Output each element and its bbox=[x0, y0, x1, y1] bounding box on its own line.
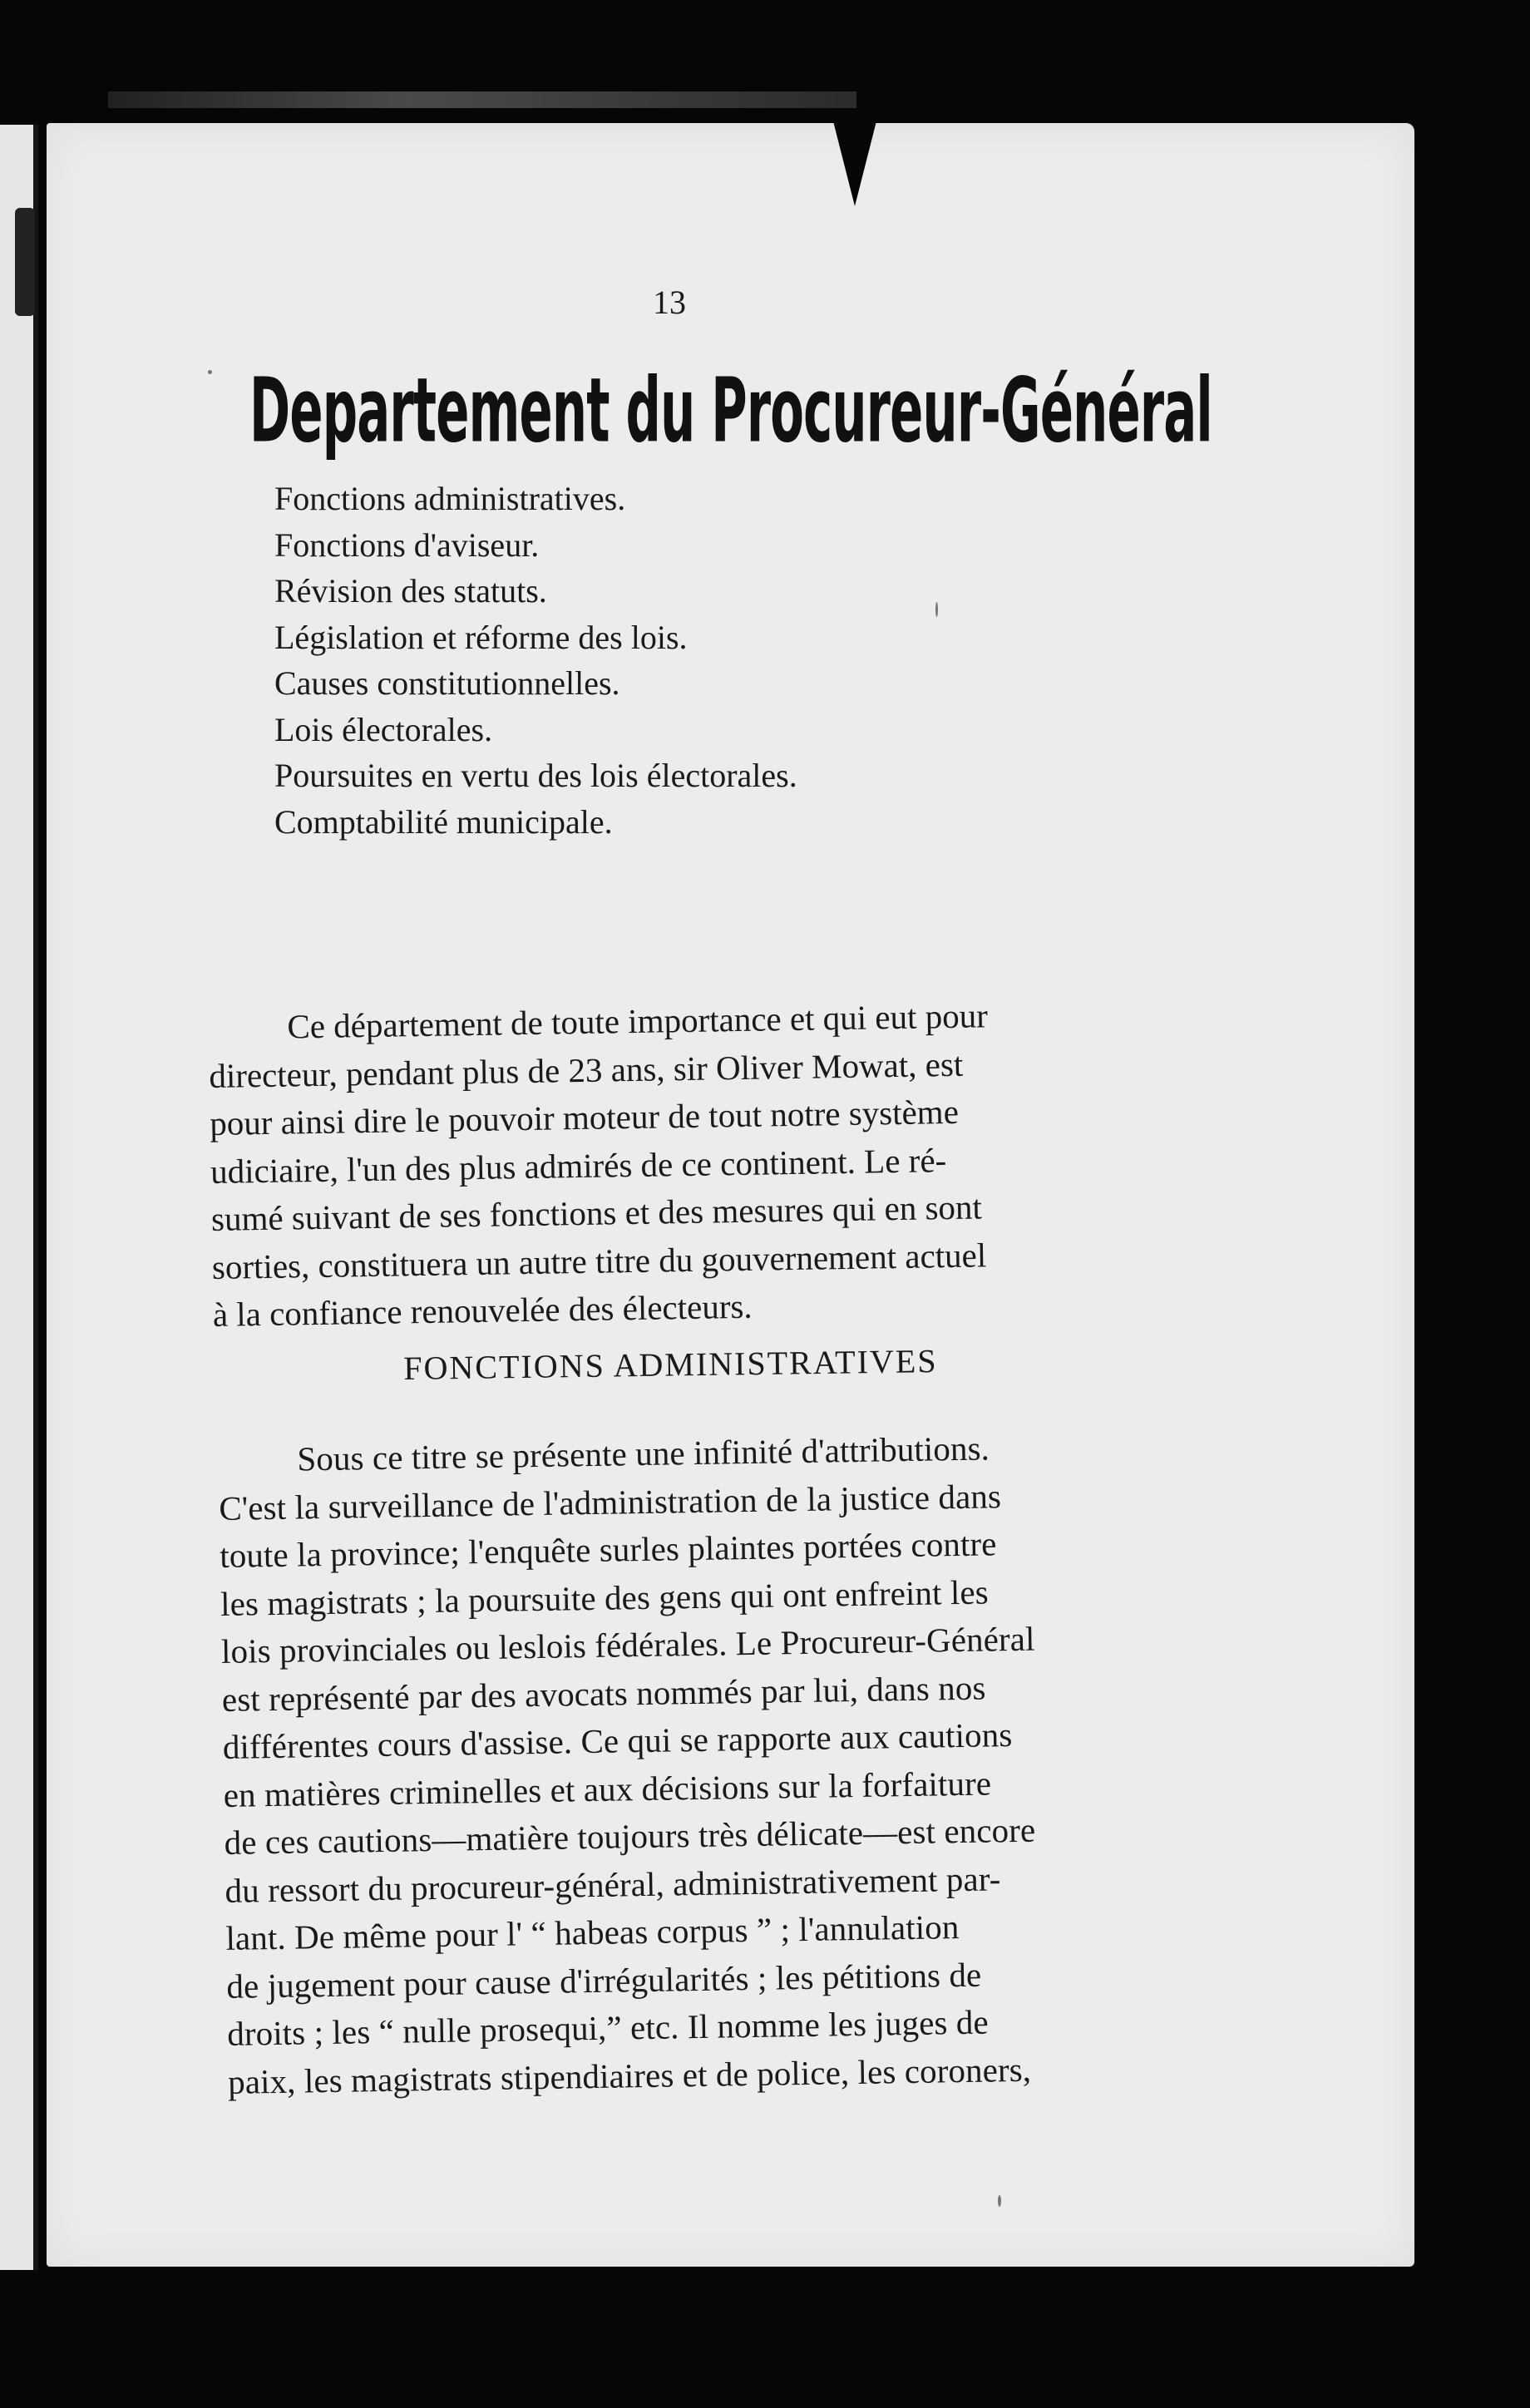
paragraph-line: C'est la surveillance de l'administration de la justice dans bbox=[218, 1476, 1002, 1527]
paragraph-line: différentes cours d'assise. Ce qui se rapporte aux cautions bbox=[222, 1715, 1013, 1766]
paragraph-line: paix, les magistrats stipendiaires et de police, les coroners, bbox=[227, 2050, 1032, 2101]
paragraph-line: directeur, pendant plus de 23 ans, sir Oliver Mowat, est bbox=[208, 1044, 964, 1095]
paragraph-line: à la confiance renouvelée des électeurs. bbox=[212, 1286, 753, 1334]
binding-clip bbox=[15, 208, 35, 316]
functions-list-item: Législation et réforme des lois. bbox=[274, 618, 688, 656]
paragraph-line: udiciaire, l'un des plus admirés de ce continent. Le ré- bbox=[210, 1140, 947, 1191]
functions-list-item: Fonctions d'aviseur. bbox=[274, 526, 540, 564]
scan-edge-highlight bbox=[108, 91, 856, 108]
functions-list-item: Poursuites en vertu des lois électorales. bbox=[274, 757, 797, 794]
paragraph-line: de jugement pour cause d'irrégularités ; les pétitions de bbox=[226, 1955, 982, 2006]
paragraph-line: de ces cautions—matière toujours très délicate—est encore bbox=[224, 1810, 1036, 1862]
paragraph-line: Ce département de toute importance et qui eut pour bbox=[287, 996, 989, 1046]
functions-list-item: Lois électorales. bbox=[274, 710, 493, 748]
body-paragraph bbox=[218, 1420, 1300, 2106]
paragraph-line: pour ainsi dire le pouvoir moteur de tout notre système bbox=[209, 1092, 960, 1142]
functions-list-item: Causes constitutionnelles. bbox=[274, 664, 620, 702]
paragraph-line: lois provinciales ou leslois fédérales. Le Procureur-Général bbox=[220, 1619, 1035, 1670]
scan-speck bbox=[998, 2195, 1001, 2207]
paragraph-line: sumé suivant de ses fonctions et des mesures qui en sont bbox=[210, 1187, 983, 1238]
scan-speck bbox=[208, 370, 212, 374]
intro-paragraph bbox=[208, 988, 1294, 1340]
section-heading: FONCTIONS ADMINISTRATIVES bbox=[403, 1342, 938, 1387]
functions-list-item: Comptabilité municipale. bbox=[274, 802, 613, 841]
scan-speck bbox=[935, 602, 938, 617]
page-title: Departement du Procureur-Général bbox=[249, 359, 1212, 463]
paragraph-line: les magistrats ; la poursuite des gens qui ont enfreint les bbox=[220, 1572, 990, 1623]
facing-page-edge bbox=[0, 125, 38, 2270]
page-tear-notch bbox=[832, 115, 878, 206]
paragraph-line: toute la province; l'enquête surles plaintes portées contre bbox=[219, 1524, 997, 1575]
paragraph-line: du ressort du procureur-général, administrativement par- bbox=[225, 1858, 1001, 1910]
paragraph-line: est représenté par des avocats nommés par lui, dans nos bbox=[221, 1668, 986, 1719]
paragraph-line: Sous ce titre se présente une infinité d'attributions. bbox=[297, 1429, 990, 1478]
scan-border-top bbox=[0, 0, 1530, 125]
functions-list bbox=[274, 476, 797, 845]
paragraph-line: droits ; les “ nulle prosequi,” etc. Il nomme les juges de bbox=[226, 2002, 990, 2053]
page-number: 13 bbox=[653, 284, 686, 321]
paragraph-line: lant. De même pour l' “ habeas corpus ” ; l'annulation bbox=[225, 1907, 960, 1957]
functions-list-item: Fonctions administratives. bbox=[274, 480, 626, 517]
functions-list-item: Révision des statuts. bbox=[274, 572, 547, 609]
paragraph-line: sorties, constituera un autre titre du gouvernement actuel bbox=[211, 1235, 987, 1286]
paragraph-line: en matières criminelles et aux décisions sur la forfaiture bbox=[223, 1763, 992, 1814]
